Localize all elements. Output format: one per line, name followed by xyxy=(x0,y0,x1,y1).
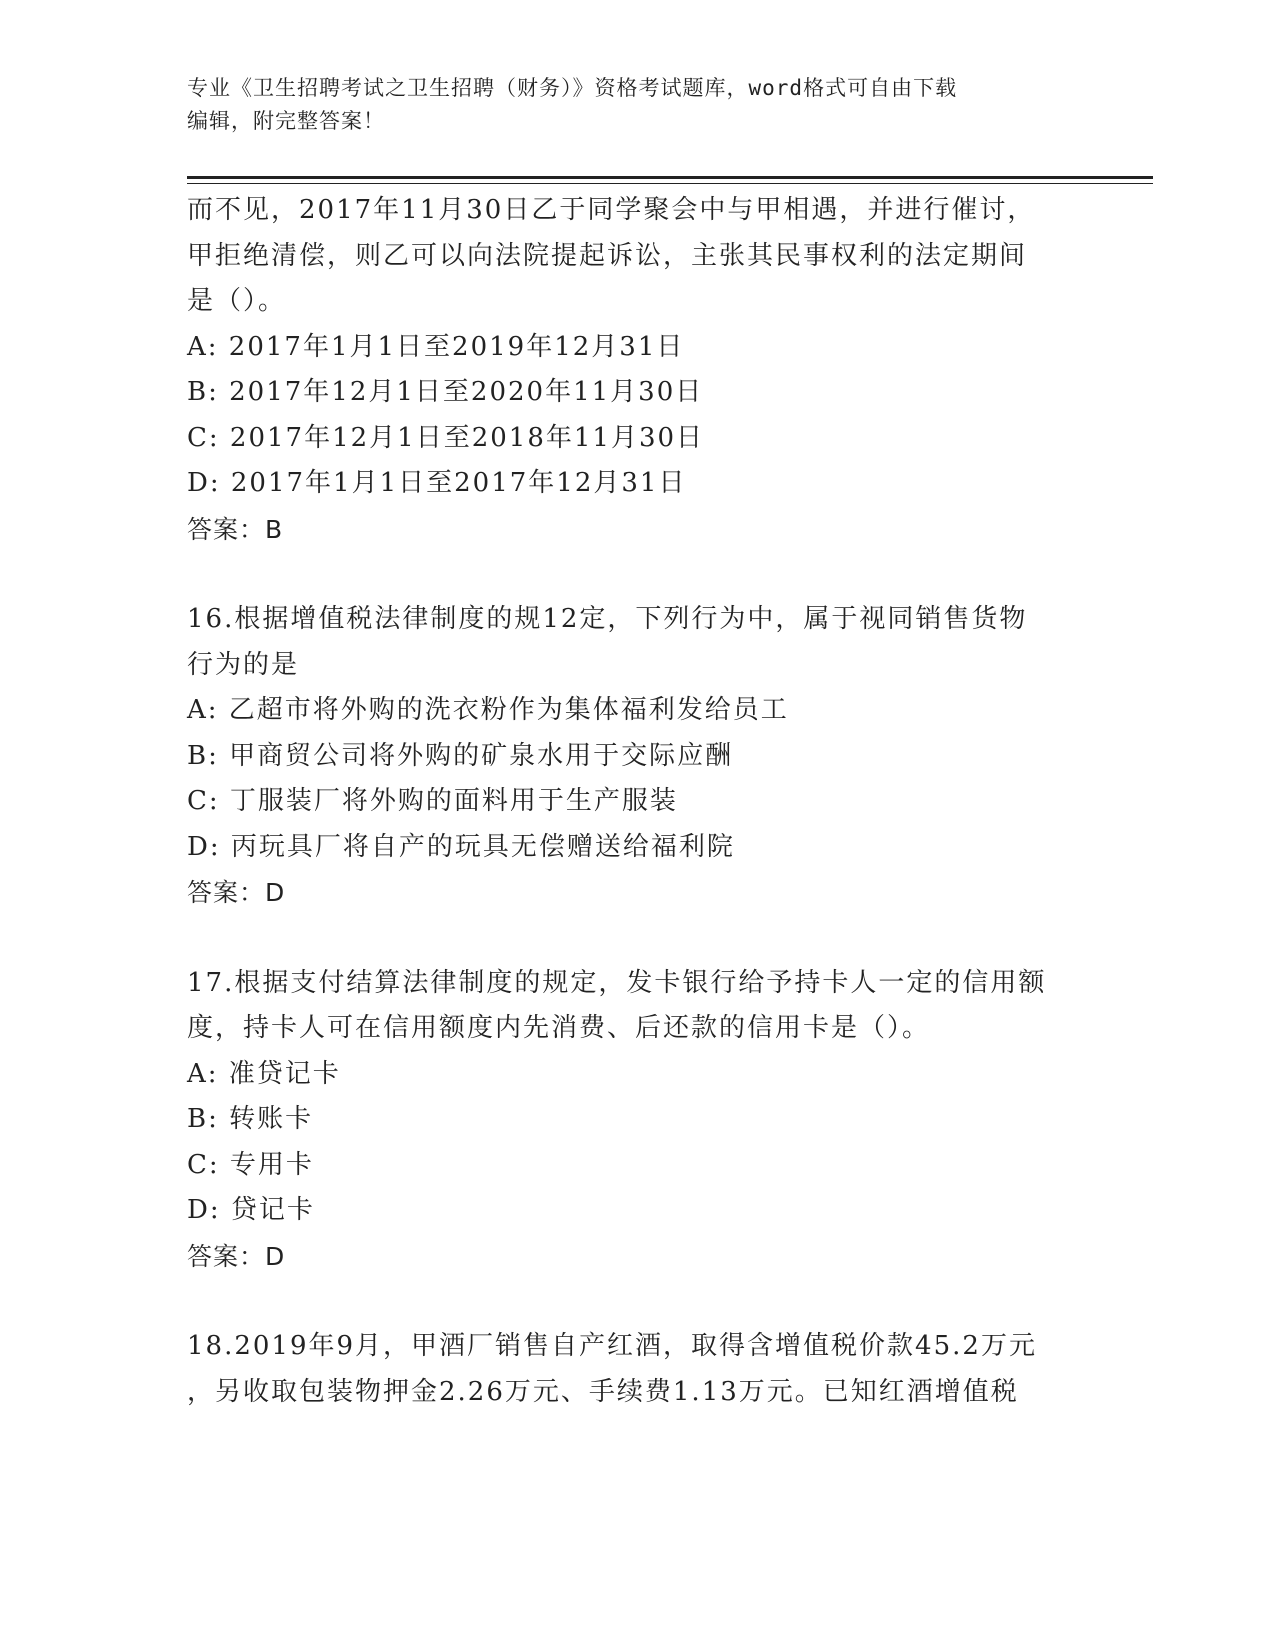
question-text: 行为的是 xyxy=(187,649,300,680)
question-15 xyxy=(187,188,1087,552)
header-line-1: 专业《卫生招聘考试之卫生招聘（财务）》资格考试题库，word格式可自由下载 xyxy=(187,76,958,100)
question-text: 18.2019年9月，甲酒厂销售自产红酒，取得含增值税价款45.2万元 xyxy=(187,1331,1037,1361)
option-c: C: 丁服装厂将外购的面料用于生产服装 xyxy=(187,786,678,816)
header-line-2: 编辑，附完整答案！ xyxy=(187,109,385,133)
question-text: 而不见，2017年11月30日乙于同学聚会中与甲相遇，并进行催讨， xyxy=(187,195,1036,225)
option-d: D: 丙玩具厂将自产的玩具无偿赠送给福利院 xyxy=(187,831,735,862)
option-a: A: 2017年1月1日至2019年12月31日 xyxy=(187,331,685,362)
answer: 答案：D xyxy=(187,1241,286,1271)
answer: 答案：D xyxy=(187,878,286,907)
answer: 答案：B xyxy=(187,514,284,544)
option-d: D: 贷记卡 xyxy=(187,1195,315,1225)
question-text: 17.根据支付结算法律制度的规定，发卡银行给予持卡人一定的信用额 xyxy=(187,967,1047,998)
question-text: 是（）。 xyxy=(187,286,287,316)
header-divider-thin xyxy=(187,183,1153,184)
header-divider-thick xyxy=(187,176,1153,179)
question-text: ，另收取包装物押金2.26万元、手续费1.13万元。已知红酒增值税 xyxy=(187,1376,1019,1407)
question-17 xyxy=(187,961,1087,1280)
option-a: A: 准贷记卡 xyxy=(187,1058,341,1089)
question-16 xyxy=(187,597,1087,916)
question-text: 16.根据增值税法律制度的规12定，下列行为中，属于视同销售货物 xyxy=(187,604,1028,634)
spacer xyxy=(187,916,1087,961)
question-text: 甲拒绝清偿，则乙可以向法院提起诉讼，主张其民事权利的法定期间 xyxy=(187,240,1028,271)
option-b: B: 转账卡 xyxy=(187,1104,314,1134)
option-c: C: 专用卡 xyxy=(187,1149,314,1180)
option-c: C: 2017年12月1日至2018年11月30日 xyxy=(187,422,705,453)
question-content xyxy=(187,188,1087,1415)
option-a: A: 乙超市将外购的洗衣粉作为集体福利发给员工 xyxy=(187,695,789,725)
spacer xyxy=(187,1279,1087,1324)
question-18 xyxy=(187,1324,1087,1415)
option-b: B: 甲商贸公司将外购的矿泉水用于交际应酬 xyxy=(187,740,734,771)
page-header xyxy=(187,72,1087,138)
spacer xyxy=(187,552,1087,597)
question-text: 度，持卡人可在信用额度内先消费、后还款的信用卡是（）。 xyxy=(187,1013,931,1043)
option-d: D: 2017年1月1日至2017年12月31日 xyxy=(187,468,687,498)
option-b: B: 2017年12月1日至2020年11月30日 xyxy=(187,377,704,407)
